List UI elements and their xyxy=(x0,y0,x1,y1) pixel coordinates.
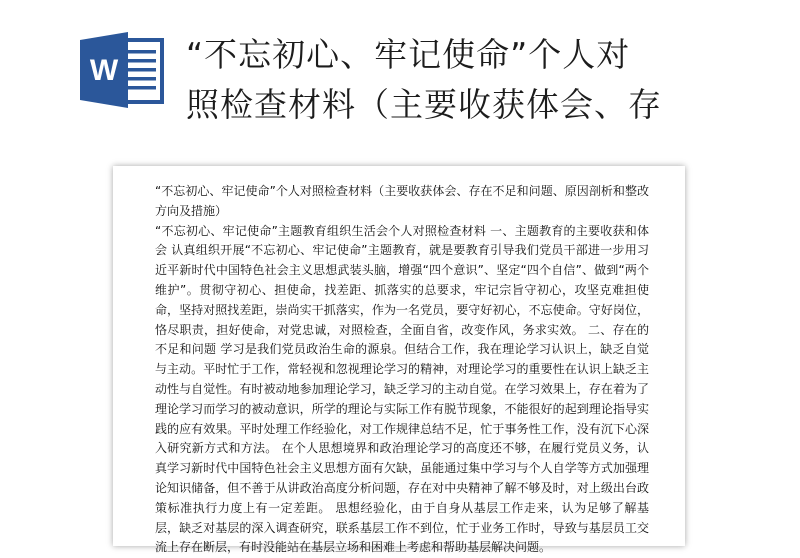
word-icon-letter: W xyxy=(89,54,119,87)
document-heading: “不忘初心、牢记使命”个人对照检查材料（主要收获体会、存在不足和问题、原因剖析和整改方向及措施） xyxy=(155,184,649,218)
document-page-preview xyxy=(113,166,685,555)
title-line-2: 照检查材料（主要收获体会、存 xyxy=(186,85,662,124)
word-document-icon xyxy=(78,30,166,110)
page-title xyxy=(186,30,746,130)
document-paragraph: “不忘初心、牢记使命”主题教育组织生活会个人对照检查材料 一、主题教育的主要收获和体会 认真组织开展“不忘初心、牢记使命”主题教育，就是要教育引导我们党员干部进一步用习近平新时代中国特色社会主义思想武装头脑，增强“四个意识”、坚定“四个自信”、做到“两个维护”。贯彻守初心、担使命，找差距、抓落实的总要求，牢记宗旨守初心，攻坚克难担使命，坚持对照找差距，崇尚实干抓落实，作为一名党员，要守好初心，不忘使命。守好岗位，恪尽职责，担好使命，对党忠诚，对照检查，全面自省，改变作风，务求实效。 二、存在的不足和问题 学习是我们党员政治生命的源泉。但结合工作，我在理论学习认识上，缺乏自觉与主动。平时忙于工作，常轻视和忽视理论学习的精神，对理论学习的重要性在认识上缺乏主动性与自觉性。有时被动地参加理论学习，缺乏学习的主动自觉。在学习效果上，存在着为了理论学习而学习的被动意识，所学的理论与实际工作有脱节现象，不能很好的起到理论指导实践的应有效果。平时处理工作经验化，对工作规律总结不足，忙于事务性工作，没有沉下心深入研究新方式和方法。 在个人思想境界和政治理论学习的高度还不够，在履行党员义务，认真学习新时代中国特色社会主义思想方面有欠缺，虽能通过集中学习与个人自学等方式加强理论知识储备，但不善于从讲政治高度分析问题，存在对中央精神了解不够及时，对上级出台政策标准执行力度上有一定差距。 思想经验化，由于自身从基层工作走来，认为足够了解基层，缺乏对基层的深入调查研究，联系基层工作不到位，忙于业务工作时，导致与基层员工交流上存在断层，有时没能站在基层立场和困难上考虑和帮助基层解决问题。 xyxy=(155,223,649,555)
title-line-1: “不忘初心、牢记使命”个人对 xyxy=(186,35,631,74)
document-body xyxy=(155,182,649,558)
